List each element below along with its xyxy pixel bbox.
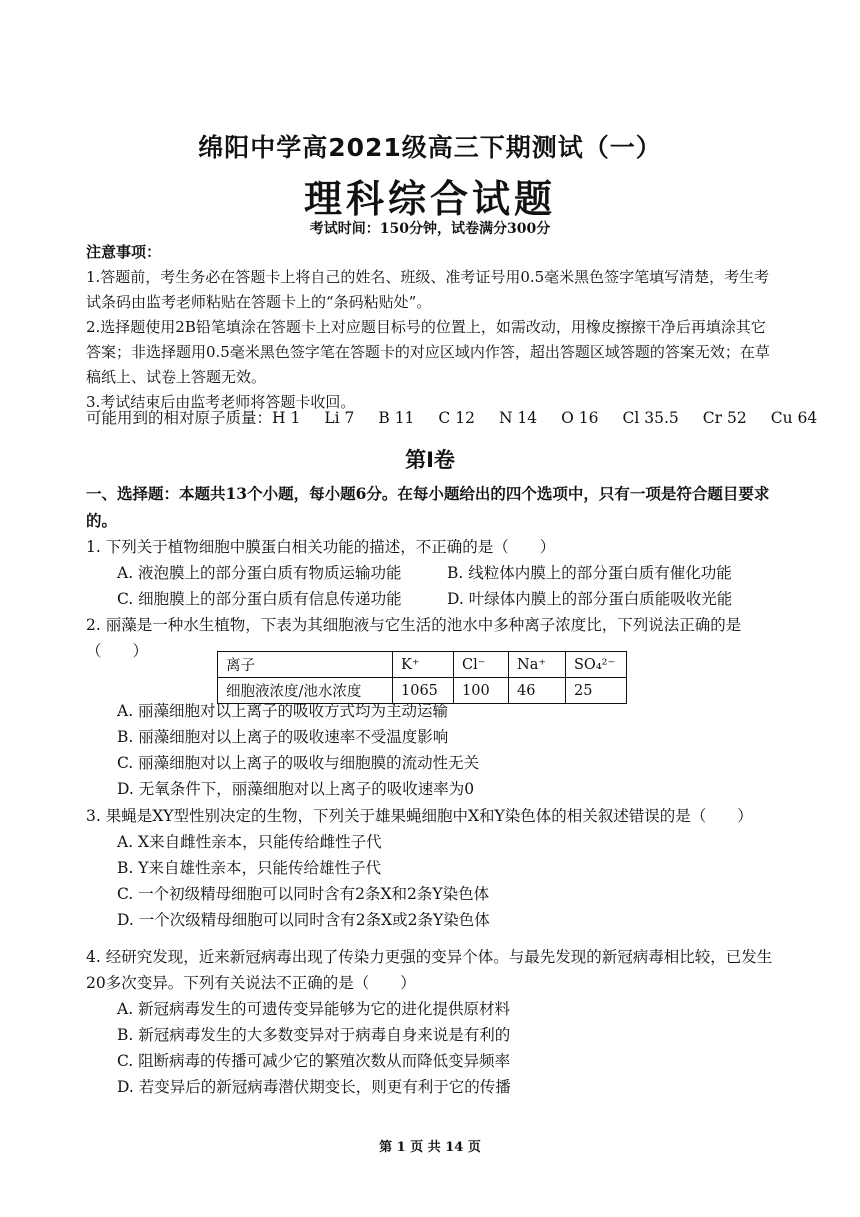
atom-cl: Cl 35.5: [622, 409, 679, 427]
table-cell: K⁺: [393, 652, 454, 678]
atom-o: O 16: [561, 409, 599, 427]
table-row: [218, 652, 627, 678]
option-c: C. 丽藻细胞对以上离子的吸收与细胞膜的流动性无关: [117, 754, 480, 772]
table-cell: 100: [454, 678, 509, 704]
notice-item-1: 1.答题前，考生务必在答题卡上将自己的姓名、班级、准考证号用0.5毫米黑色签字笔填写清楚，考生考试条码由监考老师粘贴在答题卡上的“条码粘贴处”。: [86, 268, 770, 311]
atom-b: B 11: [378, 409, 415, 427]
table-cell: Cl⁻: [454, 652, 509, 678]
option-a: A. 液泡膜上的部分蛋白质有物质运输功能: [117, 564, 402, 582]
question-2-stem: 2. 丽藻是一种水生植物，下表为其细胞液与它生活的池水中多种离子浓度比，下列说法正确的是（ ）: [86, 616, 742, 660]
exam-title: 绵阳中学高2021级高三下期测试（一）: [198, 133, 662, 162]
table-cell: 1065: [393, 678, 454, 704]
notice-item-3: 3.考试结束后由监考老师将答题卡收回。: [86, 393, 356, 411]
question-3: [86, 803, 786, 933]
option-b: B. Y来自雄性亲本，只能传给雄性子代: [117, 859, 381, 877]
option-d: D. 无氧条件下，丽藻细胞对以上离子的吸收速率为0: [117, 780, 475, 798]
option-c: C. 一个初级精母细胞可以同时含有2条X和2条Y染色体: [117, 885, 490, 903]
atom-cu: Cu 64: [770, 409, 818, 427]
option-c: C. 阻断病毒的传播可减少它的繁殖次数从而降低变异频率: [117, 1052, 511, 1070]
option-d: D. 叶绿体内膜上的部分蛋白质能吸收光能: [447, 590, 733, 608]
table-cell: 25: [566, 678, 627, 704]
section-heading: 一、选择题：本题共13个小题，每小题6分。在每小题给出的四个选项中，只有一项是符合题目要求的。: [86, 484, 770, 530]
question-1-options-row-2: [117, 586, 786, 612]
exam-info: 考试时间：150分钟，试卷满分300分: [309, 221, 551, 237]
atom-cr: Cr 52: [702, 409, 747, 427]
page-footer: 第 1 页 共 14 页: [379, 1140, 481, 1155]
atom-h: H 1: [272, 409, 301, 427]
notice-item-2: 2.选择题使用2B铅笔填涂在答题卡上对应题目标号的位置上，如需改动，用橡皮擦擦干净后再填涂其它答案；非选择题用0.5毫米黑色签字笔在答题卡的对应区域内作答，超出答题区域答题的答案无效；在草稿纸上、试卷上答题无效。: [86, 318, 770, 386]
atomic-masses: [86, 406, 841, 428]
option-a: A. X来自雌性亲本，只能传给雌性子代: [117, 833, 382, 851]
question-2-options: [86, 698, 786, 802]
table-cell: SO₄²⁻: [566, 652, 627, 678]
table-cell: 细胞液浓度/池水浓度: [218, 678, 393, 704]
question-3-stem: 3. 果蝇是XY型性别决定的生物，下列关于雄果蝇细胞中X和Y染色体的相关叙述错误的是（ ）: [86, 807, 753, 825]
volume-heading: 第Ⅰ卷: [405, 448, 455, 472]
atom-c: C 12: [438, 409, 475, 427]
question-4-stem: 4. 经研究发现，近来新冠病毒出现了传染力更强的变异个体。与最先发现的新冠病毒相比较，已发生20多次变异。下列有关说法不正确的是（ ）: [86, 948, 773, 992]
question-1: [86, 534, 786, 612]
table-cell: Na⁺: [509, 652, 566, 678]
option-c: C. 细胞膜上的部分蛋白质有信息传递功能: [117, 590, 402, 608]
table-cell: 离子: [218, 652, 393, 678]
option-d: D. 一个次级精母细胞可以同时含有2条X或2条Y染色体: [117, 911, 490, 929]
question-4: [86, 944, 786, 1100]
option-a: A. 丽藻细胞对以上离子的吸收方式均为主动运输: [117, 702, 449, 720]
option-b: B. 丽藻细胞对以上离子的吸收速率不受温度影响: [117, 728, 449, 746]
option-d: D. 若变异后的新冠病毒潜伏期变长，则更有利于它的传播: [117, 1078, 511, 1096]
notice-block: [86, 240, 776, 415]
subject-title: 理科综合试题: [303, 177, 556, 221]
option-a: A. 新冠病毒发生的可遗传变异能够为它的进化提供原材料: [117, 1000, 511, 1018]
question-1-options-row-1: [117, 560, 786, 586]
question-1-stem: 1. 下列关于植物细胞中膜蛋白相关功能的描述，不正确的是（ ）: [86, 538, 556, 556]
ion-concentration-table: [217, 651, 627, 704]
atom-li: Li 7: [324, 409, 355, 427]
option-b: B. 线粒体内膜上的部分蛋白质有催化功能: [447, 564, 732, 582]
atomic-masses-label: 可能用到的相对原子质量：: [86, 409, 273, 427]
atom-n: N 14: [498, 409, 538, 427]
table-cell: 46: [509, 678, 566, 704]
option-b: B. 新冠病毒发生的大多数变异对于病毒自身来说是有利的: [117, 1026, 511, 1044]
notice-label: 注意事项：: [86, 243, 162, 261]
